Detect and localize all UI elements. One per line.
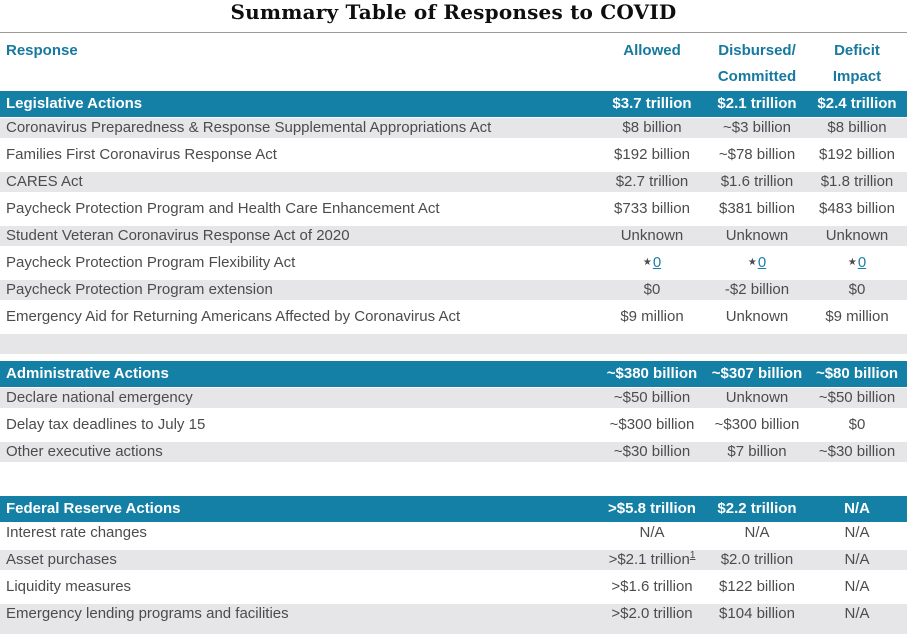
cell-deficit-impact <box>807 253 907 275</box>
table-row <box>0 577 907 597</box>
cell-deficit-impact: $9 million <box>825 308 889 325</box>
row-label: Liquidity measures <box>6 578 132 595</box>
col-header-deficit-line1: Deficit <box>834 42 880 59</box>
cell-deficit-impact: N/A <box>844 605 870 622</box>
footnote-star-icon: ★ <box>747 257 757 268</box>
cell-disbursed-committed: $122 billion <box>719 578 795 595</box>
cell-disbursed-committed: ~$78 billion <box>718 146 796 163</box>
section-total-deficit-impact: N/A <box>844 500 870 517</box>
table-row <box>0 280 907 300</box>
cell-allowed: $733 billion <box>614 200 690 217</box>
footnote-star-icon: ★ <box>847 257 857 268</box>
cell-deficit-impact: N/A <box>844 551 870 568</box>
row-label: Other executive actions <box>6 443 163 460</box>
row-label: Student Veteran Coronavirus Response Act of 2020 <box>6 227 350 244</box>
cell-deficit-impact: $0 <box>848 281 866 298</box>
column-headers <box>0 33 907 91</box>
section-spacer <box>0 334 907 354</box>
cell-allowed: $9 million <box>620 308 684 325</box>
cell-deficit-impact: Unknown <box>825 227 889 244</box>
cell-allowed: >$2.1 trillion$^1$ <box>608 550 696 568</box>
cell-disbursed-committed: $104 billion <box>719 605 795 622</box>
cell-disbursed-committed: Unknown <box>725 308 789 325</box>
cell-disbursed-committed <box>707 253 807 275</box>
col-header-disbursed-committed <box>707 38 807 91</box>
cell-disbursed-committed: ~$3 billion <box>723 119 791 136</box>
row-label: Emergency lending programs and facilities <box>6 605 289 622</box>
table-row <box>0 550 907 570</box>
row-label: Families First Coronavirus Response Act <box>6 146 277 163</box>
footnote-star-icon: ★ <box>642 257 652 268</box>
cell-disbursed-committed: ~$300 billion <box>714 416 800 433</box>
cell-allowed: Unknown <box>620 227 684 244</box>
cell-allowed: $192 billion <box>614 146 690 163</box>
cell-allowed: $8 billion <box>622 119 682 136</box>
table-row <box>0 307 907 327</box>
section-header-federal-reserve-actions <box>0 496 907 522</box>
row-label: Asset purchases <box>6 551 117 568</box>
table-row <box>0 415 907 435</box>
section-total-disbursed-committed: ~$307 billion <box>711 365 803 382</box>
col-header-response: Response <box>6 42 78 59</box>
section-label: Administrative Actions <box>6 365 169 382</box>
section-label: Federal Reserve Actions <box>6 500 181 517</box>
table-row <box>0 253 907 273</box>
cell-allowed: >$1.6 trillion <box>611 578 693 595</box>
row-label: Paycheck Protection Program extension <box>6 281 273 298</box>
cell-allowed: >$2.0 trillion <box>611 605 693 622</box>
cell-deficit-impact: ~$50 billion <box>818 389 896 406</box>
table-row <box>0 388 907 408</box>
table-row <box>0 442 907 462</box>
cell-allowed: $0 <box>643 281 661 298</box>
section-header-legislative-actions <box>0 91 907 117</box>
row-label: Paycheck Protection Program and Health Care Enhancement Act <box>6 200 440 217</box>
col-header-disbursed-line2: Committed <box>717 68 797 85</box>
row-label: Declare national emergency <box>6 389 193 406</box>
cell-deficit-impact: $1.8 trillion <box>820 173 894 190</box>
section-total-deficit-impact: $2.4 trillion <box>817 95 897 112</box>
cell-disbursed-committed: N/A <box>744 524 770 541</box>
cell-disbursed-committed: $1.6 trillion <box>720 173 794 190</box>
section-total-disbursed-committed: $2.1 trillion <box>717 95 797 112</box>
row-label: Interest rate changes <box>6 524 147 541</box>
cell-allowed: ~$50 billion <box>613 389 691 406</box>
section-total-allowed: $3.7 trillion <box>612 95 692 112</box>
cell-allowed: N/A <box>639 524 665 541</box>
section-total-allowed: >$5.8 trillion <box>608 500 696 517</box>
footnote-zero-link[interactable]: 0 <box>757 254 767 271</box>
table-row <box>0 145 907 165</box>
cell-allowed: $2.7 trillion <box>615 173 689 190</box>
cell-disbursed-committed: $381 billion <box>719 200 795 217</box>
section-label: Legislative Actions <box>6 95 143 112</box>
cell-allowed <box>597 253 707 275</box>
section-total-deficit-impact: ~$80 billion <box>815 365 899 382</box>
cell-allowed: ~$30 billion <box>613 443 691 460</box>
footnote-zero-link[interactable]: 0 <box>857 254 867 271</box>
cell-deficit-impact: N/A <box>844 524 870 541</box>
cell-deficit-impact: $0 <box>848 416 866 433</box>
cell-allowed: ~$300 billion <box>609 416 695 433</box>
row-label: Delay tax deadlines to July 15 <box>6 416 206 433</box>
section-total-allowed: ~$380 billion <box>606 365 698 382</box>
cell-deficit-impact: $8 billion <box>827 119 887 136</box>
section-spacer <box>0 469 907 489</box>
table-body <box>0 91 907 634</box>
row-label: Emergency Aid for Returning Americans Affected by Coronavirus Act <box>6 308 461 325</box>
cell-disbursed-committed: Unknown <box>725 227 789 244</box>
cell-deficit-impact: $192 billion <box>819 146 895 163</box>
cell-deficit-impact: ~$30 billion <box>818 443 896 460</box>
table-row <box>0 523 907 543</box>
row-label: Coronavirus Preparedness & Response Supplemental Appropriations Act <box>6 119 492 136</box>
row-label: Paycheck Protection Program Flexibility Act <box>6 254 296 271</box>
footnote-zero-link[interactable]: 0 <box>652 254 662 271</box>
footnote-link[interactable]: 1 <box>689 550 696 561</box>
cell-deficit-impact: $483 billion <box>819 200 895 217</box>
table-row <box>0 118 907 138</box>
cell-disbursed-committed: $7 billion <box>727 443 787 460</box>
col-header-allowed-line1: Allowed <box>623 42 681 59</box>
col-header-deficit-line2: Impact <box>832 68 882 85</box>
cell-disbursed-committed: -$2 billion <box>724 281 790 298</box>
table-row <box>0 199 907 219</box>
table-row <box>0 226 907 246</box>
cell-disbursed-committed: Unknown <box>725 389 789 406</box>
table-row <box>0 172 907 192</box>
table-row <box>0 604 907 634</box>
cell-deficit-impact: N/A <box>844 578 870 595</box>
col-header-disbursed-line1: Disbursed/ <box>718 42 796 59</box>
row-label: CARES Act <box>6 173 83 190</box>
col-header-allowed <box>597 38 707 91</box>
cell-disbursed-committed: $2.0 trillion <box>720 551 794 568</box>
section-total-disbursed-committed: $2.2 trillion <box>717 500 797 517</box>
page-title: Summary Table of Responses to COVID <box>230 0 677 24</box>
section-header-administrative-actions <box>0 361 907 387</box>
col-header-deficit-impact <box>807 38 907 91</box>
